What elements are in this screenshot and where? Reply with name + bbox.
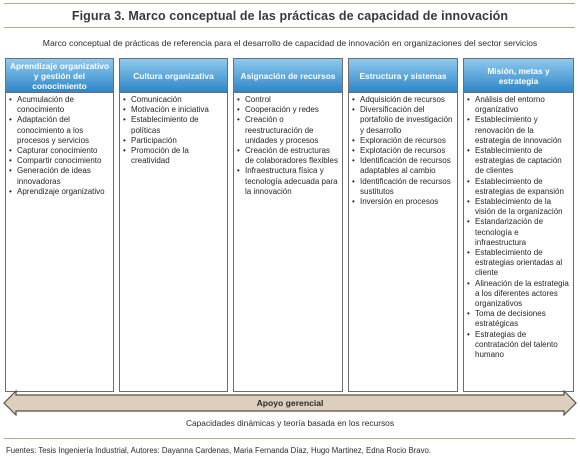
title-rule: [4, 27, 575, 28]
list-item: • Identificación de recursos adaptables al cambio: [352, 156, 455, 176]
list-item: • Comunicación: [123, 95, 225, 105]
list-item: • Análisis del entorno organizativo: [467, 95, 571, 115]
column-asignacion: [233, 58, 343, 392]
list-item: • Exploración de recursos: [352, 136, 455, 146]
list-item: • Aprendizaje organizativo: [9, 187, 111, 197]
list-item: • Creación o reestructuración de unidades y procesos: [237, 115, 340, 146]
top-rule: [4, 3, 575, 4]
list-item: • Adaptación del conocimiento a los procesos y servicios: [9, 115, 111, 146]
figure-title: Figura 3. Marco conceptual de las prácticas de capacidad de innovación: [71, 9, 509, 23]
list-item: • Explotación de recursos: [352, 146, 455, 156]
list-item: • Identificación de recursos sustitutos: [352, 177, 455, 197]
list-item: • Establecimiento de estrategias orientadas al cliente: [467, 248, 571, 279]
bottom-rule: [4, 438, 575, 439]
list-item: • Establecimiento de estrategias de captación de clientes: [467, 146, 571, 177]
column-cultura: [119, 58, 228, 392]
bottom-caption: Capacidades dinámicas y teoría basada en los recursos: [185, 418, 395, 428]
column-item-list: [464, 93, 573, 360]
column-header: Asignación de recursos: [234, 59, 342, 93]
source-note: Fuentes: Tesis Ingeniería Industrial, Autores: Dayanna Cardenas, Maria Fernanda Díaz, Hugo Martinez, Edna Rocio Bravo.: [6, 446, 432, 455]
list-item: • Capturar conocimiento: [9, 146, 111, 156]
list-item: • Establecimiento y renovación de la estrategia de innovación: [467, 115, 571, 146]
list-item: • Generación de ideas innovadoras: [9, 166, 111, 186]
list-item: • Participación: [123, 136, 225, 146]
column-item-list: [234, 93, 342, 197]
column-item-list: [120, 93, 227, 166]
list-item: • Compartir conocimiento: [9, 156, 111, 166]
list-item: • Establecimiento de políticas: [123, 115, 225, 135]
figure-intro: Marco conceptual de prácticas de referencia para el desarrollo de capacidad de innovación en organizaciones del sector servicios: [42, 38, 538, 48]
list-item: • Establecimiento de estrategias de expansión: [467, 177, 571, 197]
list-item: • Establecimiento de la visión de la organización: [467, 197, 571, 217]
column-header: Cultura organizativa: [120, 59, 227, 93]
list-item: • Acumulación de conocimiento: [9, 95, 111, 115]
list-item: • Cooperación y redes: [237, 105, 340, 115]
column-header: Aprendizaje organizativo y gestión del conocimiento: [6, 59, 113, 93]
list-item: • Creación de estructuras de colaboradores flexibles: [237, 146, 340, 166]
column-estructura: [348, 58, 458, 392]
list-item: • Estandarización de tecnología e infraestructura: [467, 217, 571, 248]
list-item: • Motivación e iniciativa: [123, 105, 225, 115]
list-item: • Infraestructura física y tecnología adecuada para la innovación: [237, 166, 340, 197]
list-item: • Promoción de la creatividad: [123, 146, 225, 166]
column-item-list: [349, 93, 457, 207]
list-item: • Control: [237, 95, 340, 105]
list-item: • Estrategias de contratación del talento humano: [467, 330, 571, 361]
arrow-label: Apoyo gerencial: [256, 398, 324, 408]
column-header: Misión, metas y estrategia: [464, 59, 573, 93]
list-item: • Diversificación del portafolio de investigación y desarrollo: [352, 105, 455, 136]
column-mision: [463, 58, 574, 392]
column-header: Estructura y sistemas: [349, 59, 457, 93]
list-item: • Alineación de la estrategia a los diferentes actores organizativos: [467, 279, 571, 310]
list-item: • Toma de decisiones estratégicas: [467, 309, 571, 329]
list-item: • Inversión en procesos: [352, 197, 455, 207]
list-item: • Adquisición de recursos: [352, 95, 455, 105]
column-item-list: [6, 93, 113, 197]
column-aprendizaje: [5, 58, 114, 392]
